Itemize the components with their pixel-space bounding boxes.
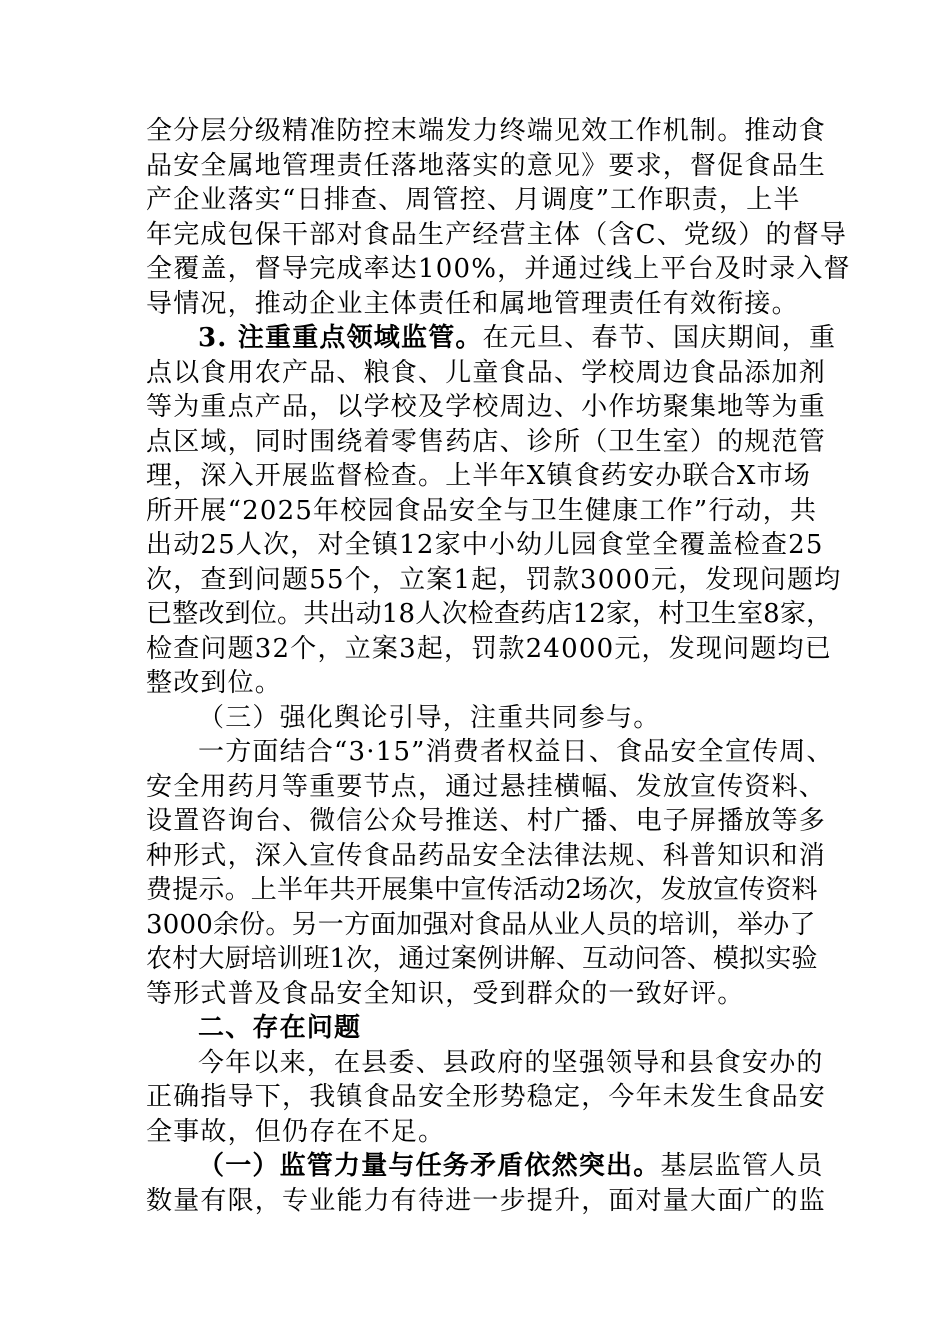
- text-line: 种形式，深入宣传食品药品安全法律法规、科普知识和消: [146, 840, 827, 871]
- text-line: 等形式普及食品安全知识，受到群众的一致好评。: [146, 978, 745, 1009]
- text-line: 导情况，推动企业主体责任和属地管理责任有效衔接。: [146, 288, 799, 319]
- text-line: 年完成包保干部对食品生产经营主体（含C、党级）的督导: [146, 219, 848, 250]
- text-line: 一方面结合“3·15”消费者权益日、食品安全宣传周、: [198, 737, 834, 767]
- text-line: 产企业落实“日排查、周管控、月调度”工作职责，上半: [146, 185, 801, 215]
- text-line: 检查问题32个，立案3起，罚款24000元，发现问题均已: [146, 633, 832, 664]
- text-line: 整改到位。: [146, 668, 283, 698]
- text-line: 所开展“2025年校园食品安全与卫生健康工作”行动，共: [146, 495, 818, 526]
- text-line: 安全用药月等重要节点，通过悬挂横幅、发放宣传资料、: [146, 771, 827, 802]
- text-line: 3000余份。另一方面加强对食品从业人员的培训，举办了: [146, 909, 816, 940]
- document-page: [146, 114, 851, 1218]
- text-line: 今年以来，在县委、县政府的坚强领导和县食安办的: [198, 1047, 824, 1078]
- text-line: 正确指导下，我镇食品安全形势稳定，今年未发生食品安: [146, 1082, 827, 1112]
- text-line: 农村大厨培训班1次，通过案例讲解、互动问答、模拟实验: [146, 944, 818, 974]
- section-heading-3: 3. 注重重点领域监管。: [198, 323, 483, 353]
- text-line: 全分层分级精准防控末端发力终端见效工作机制。推动食: [146, 116, 827, 146]
- section-heading-3-text: 在元旦、春节、国庆期间，重: [482, 323, 837, 353]
- subsection-heading-1: （一）监管力量与任务矛盾依然突出。: [198, 1151, 661, 1181]
- text-line: 品安全属地管理责任落地落实的意见》要求，督促食品生: [146, 150, 827, 181]
- text-line: 次，查到问题55个，立案1起，罚款3000元，发现问题均: [146, 564, 842, 595]
- text-line: 理，深入开展监督检查。上半年X镇食药安办联合X市场: [146, 461, 812, 491]
- text-line: 等为重点产品，以学校及学校周边、小作坊聚集地等为重: [146, 392, 827, 422]
- text-line: 已整改到位。共出动18人次检查药店12家，村卫生室8家，: [146, 599, 833, 629]
- text-line: 设置咨询台、微信公众号推送、村广播、电子屏播放等多: [146, 806, 827, 836]
- section-heading-2: 二、存在问题: [198, 1013, 362, 1043]
- section-heading-line: [146, 321, 837, 356]
- subsection-heading: （三）强化舆论引导，注重共同参与。: [198, 702, 661, 733]
- text-line: 费提示。上半年共开展集中宣传活动2场次，发放宣传资料: [146, 875, 818, 905]
- text-line: 出动25人次，对全镇12家中小幼儿园食堂全覆盖检查25: [146, 530, 824, 560]
- subsection-heading-1-text: 基层监管人员: [660, 1151, 824, 1181]
- text-line: 全事故，但仍存在不足。: [146, 1116, 446, 1147]
- text-line: 数量有限，专业能力有待进一步提升，面对量大面广的监: [146, 1185, 827, 1216]
- text-line: 全覆盖，督导完成率达100%，并通过线上平台及时录入督: [146, 254, 851, 284]
- subsection-heading-line: [146, 1149, 824, 1184]
- text-line: 点区域，同时围绕着零售药店、诊所（卫生室）的规范管: [146, 426, 827, 457]
- text-line: 点以食用农产品、粮食、儿童食品、学校周边食品添加剂: [146, 357, 827, 388]
